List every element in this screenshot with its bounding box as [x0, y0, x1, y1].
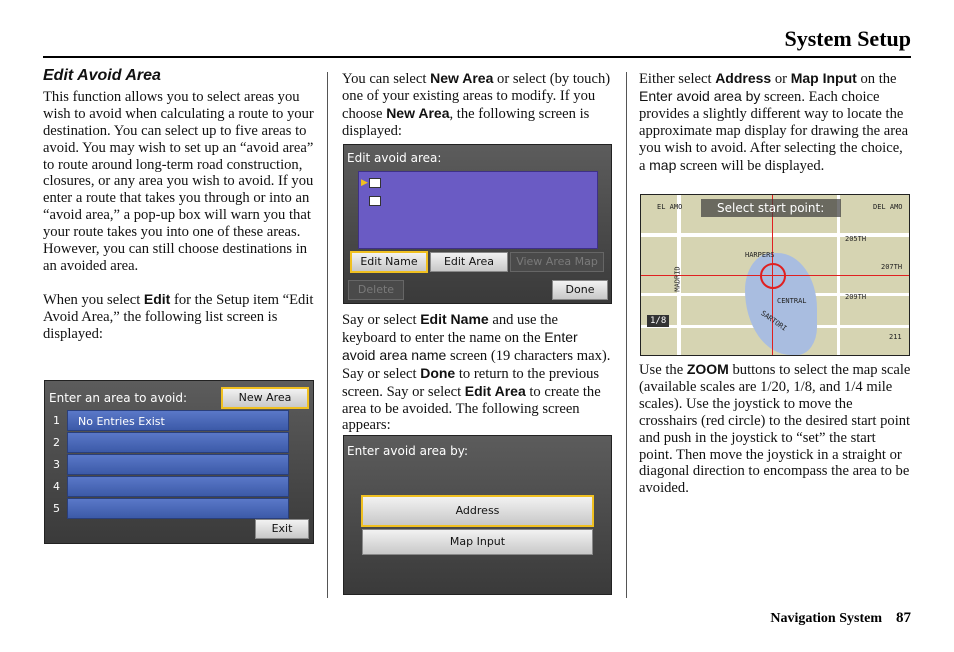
name-icon: [369, 178, 381, 188]
new-area-button[interactable]: New Area: [221, 387, 309, 409]
paragraph-4: Say or select Edit Name and use the keyboard to enter the name on the Enter avoid area name screen (19 characters max). Say or select Done to return to the previous screen. Say or select Edit Area to create the area to be avoided. The following screen appears:: [342, 311, 611, 434]
street-label: 211: [889, 333, 902, 341]
street-label: SARTORI: [759, 309, 789, 333]
column-divider-2: [626, 72, 627, 598]
avoid-area-preview: [358, 171, 598, 249]
edit-area-button[interactable]: Edit Area: [430, 252, 508, 272]
list-item[interactable]: [67, 476, 289, 497]
street-label: 207TH: [881, 263, 903, 271]
crosshair-circle[interactable]: [760, 263, 786, 289]
column-divider-1: [327, 72, 328, 598]
header-rule: [43, 56, 911, 58]
screen-title: Edit avoid area:: [347, 151, 442, 165]
column-2-lower: [342, 311, 612, 434]
select-start-point-map[interactable]: [640, 194, 910, 356]
done-button[interactable]: Done: [552, 280, 608, 300]
street-label: MADRID: [673, 266, 682, 292]
street-label: 205TH: [845, 235, 867, 243]
row-number: 2: [53, 436, 60, 449]
road: [641, 233, 909, 237]
street-label: DEL AMO: [873, 203, 903, 211]
edit-avoid-area-screen: [343, 144, 612, 304]
map-input-button[interactable]: Map Input: [362, 529, 593, 555]
street-label: CENTRAL: [777, 297, 807, 305]
page-number: 87: [896, 610, 911, 626]
enter-area-screen: [44, 380, 314, 544]
screen-title: Enter avoid area by:: [347, 444, 469, 458]
paragraph-6: Use the ZOOM buttons to select the map scale (available scales are 1/20, 1/8, and 1/4 mile scales). Use the joystick to move the crosshairs (red circle) to the desired start point and push in the joystick to “set” the start point. Then move the joystick in a straight or diagonal direction to encompass the area to be avoided.: [639, 361, 911, 497]
screen-title: Enter an area to avoid:: [49, 391, 188, 405]
enter-avoid-area-by-screen: [343, 435, 612, 595]
delete-button[interactable]: Delete: [348, 280, 404, 300]
street-label: HARPERS: [745, 251, 775, 259]
row-number: 1: [53, 414, 60, 427]
list-item[interactable]: No Entries Exist: [67, 410, 289, 431]
page-title: System Setup: [784, 26, 911, 51]
row-number: 3: [53, 458, 60, 471]
paragraph-5: Either select Address or Map Input on the Enter avoid area by screen. Each choice provides a slightly different way to locate the approximate map display for drawing the area you wish to avoid. After selecting the choice, a map screen will be displayed.: [639, 70, 909, 174]
street-label: 209TH: [845, 293, 867, 301]
scale-indicator[interactable]: 1/8: [647, 315, 669, 327]
row-number: 5: [53, 502, 60, 515]
paragraph-3: You can select New Area or select (by touch) one of your existing areas to modify. If you choose New Area, the following screen is displayed:: [342, 70, 611, 139]
column-2: [342, 70, 612, 140]
column-3-lower: [639, 361, 911, 497]
list-item[interactable]: [67, 432, 289, 453]
view-area-map-button[interactable]: View Area Map: [510, 252, 604, 272]
column-1: [43, 68, 315, 343]
paragraph-2: When you select Edit for the Setup item “Edit Avoid Area,” the following list screen is displayed:: [43, 290, 314, 342]
exit-button[interactable]: Exit: [255, 519, 309, 539]
street-label: EL AMO: [657, 203, 683, 211]
column-3: [639, 70, 911, 174]
footer-label: Navigation System: [770, 611, 882, 626]
edit-name-button[interactable]: Edit Name: [350, 251, 428, 273]
footer: [770, 610, 911, 627]
row-number: 4: [53, 480, 60, 493]
section-heading: Edit Avoid Area: [43, 67, 161, 84]
area-icon: [369, 196, 381, 206]
list-item[interactable]: [67, 498, 289, 519]
address-button[interactable]: Address: [361, 495, 594, 527]
arrow-icon: ▶: [361, 178, 368, 188]
list-item[interactable]: [67, 454, 289, 475]
intro-paragraph: This function allows you to select areas you wish to avoid when calculating a route to your destination. You can select up to five areas to avoid. You may wish to set up an “avoid area” to route around long-term road construction, closures, or any area you wish to avoid. If you enter a route that takes you through or into an “avoid area,” a pop-up box will warn you that your route takes you into one of these areas. However, you can still choose destinations in an avoided area.: [43, 88, 314, 274]
screen-title: Select start point:: [717, 201, 825, 215]
